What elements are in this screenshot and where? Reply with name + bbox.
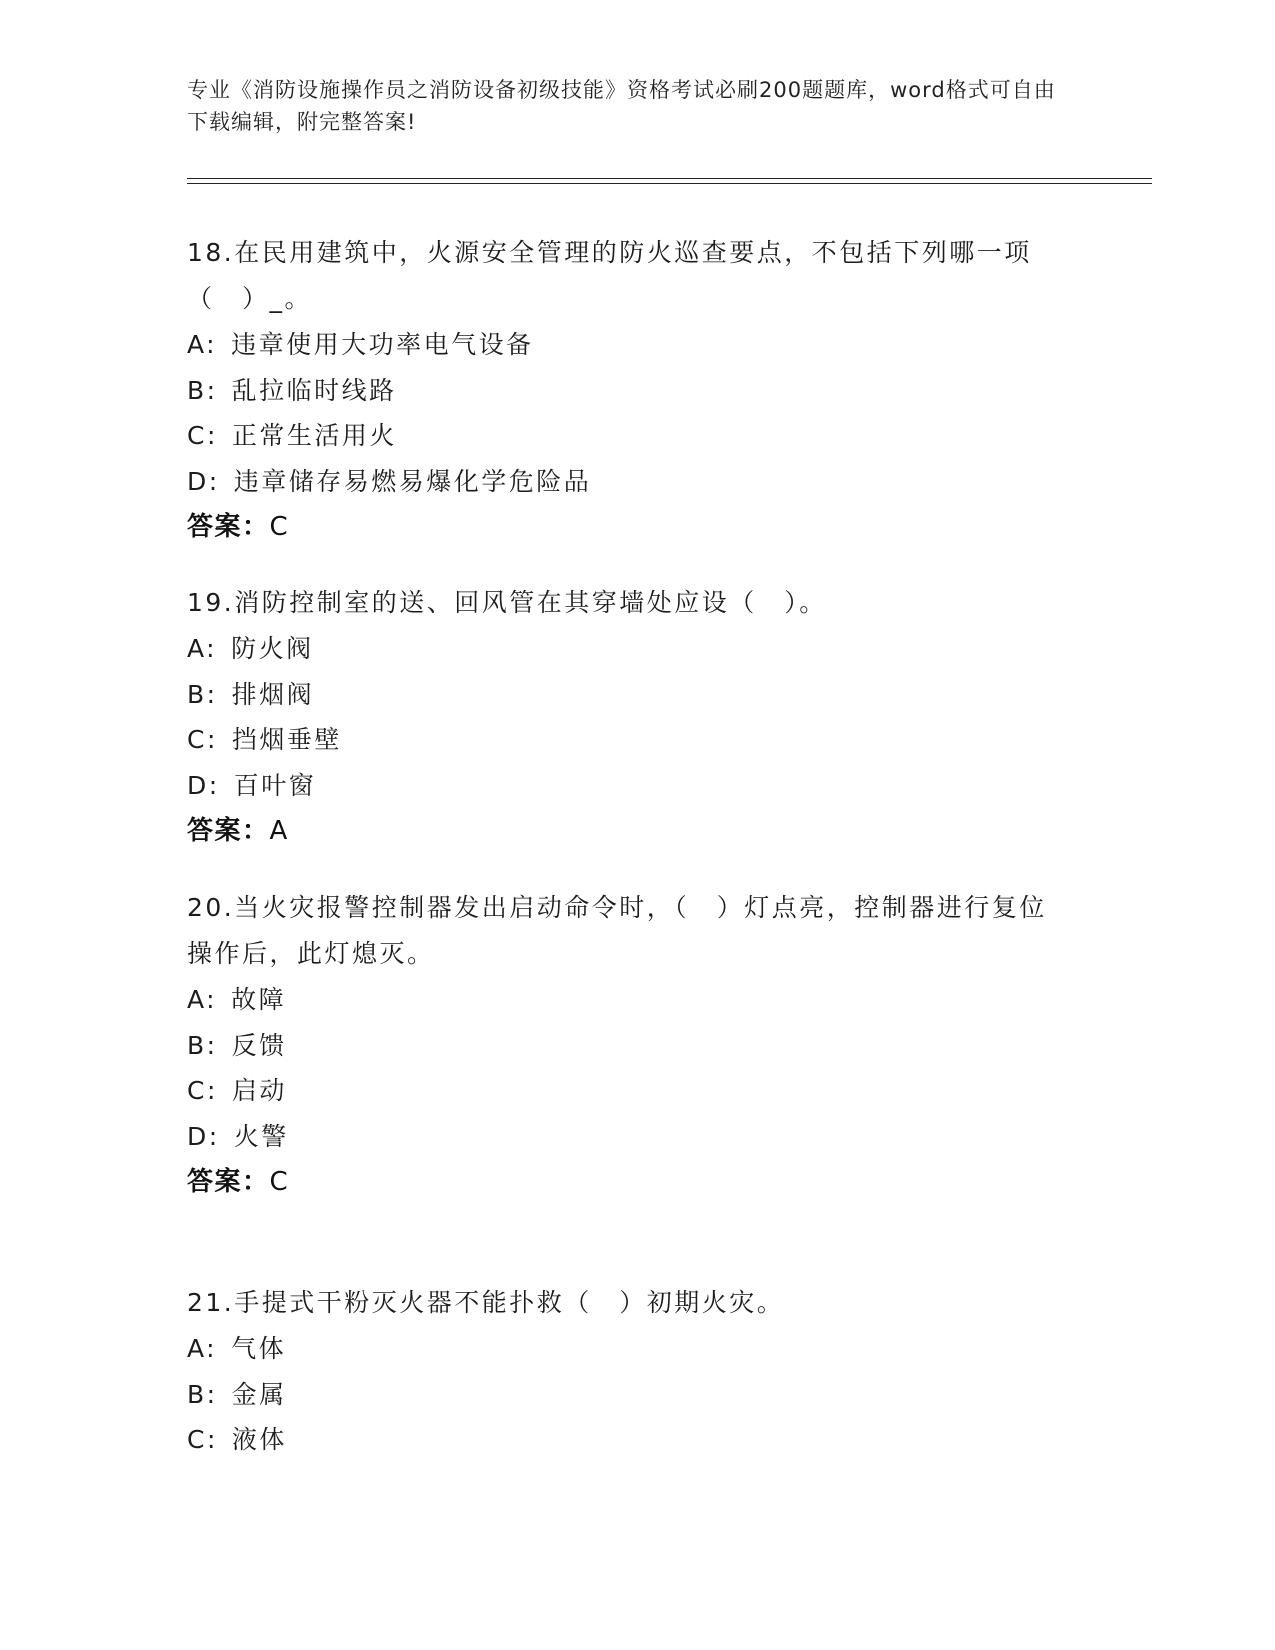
option-a	[187, 322, 1067, 368]
option-text: 违章使用大功率电气设备	[231, 330, 534, 359]
option-b	[187, 1023, 1067, 1069]
option-a	[187, 626, 1067, 672]
option-a	[187, 977, 1067, 1023]
option-c	[187, 1417, 1067, 1463]
option-key: C:	[187, 1076, 218, 1105]
option-text: 挡烟垂壁	[231, 725, 342, 754]
option-text: 正常生活用火	[231, 421, 397, 450]
question-stem: 20.当火灾报警控制器发出启动命令时，（ ）灯点亮，控制器进行复位操作后，此灯熄灭。	[187, 893, 1047, 968]
answer-label: 答案：	[187, 1167, 270, 1197]
option-key: D:	[187, 466, 220, 496]
option-c	[187, 1068, 1067, 1114]
answer-value: C	[269, 512, 290, 542]
header-divider-top	[187, 178, 1152, 179]
answer-line	[187, 808, 1067, 854]
option-d	[187, 1114, 1067, 1160]
option-key: A:	[187, 330, 218, 359]
answer-label: 答案：	[187, 816, 270, 846]
question-18	[187, 230, 1067, 550]
option-d	[187, 459, 1067, 505]
answer-value: C	[269, 1167, 290, 1197]
option-b	[187, 368, 1067, 414]
option-key: B:	[187, 679, 218, 709]
question-stem: 21.手提式干粉灭火器不能扑救（ ）初期火灾。	[187, 1288, 785, 1317]
question-21	[187, 1280, 1067, 1463]
option-text: 故障	[231, 985, 287, 1014]
question-stem: 18.在民用建筑中，火源安全管理的防火巡查要点，不包括下列哪一项（ ）_。	[187, 238, 1032, 313]
option-b	[187, 672, 1067, 718]
answer-value: A	[269, 816, 289, 846]
option-text: 金属	[231, 1379, 287, 1409]
option-a	[187, 1326, 1067, 1372]
option-text: 气体	[231, 1334, 287, 1363]
option-key: B:	[187, 375, 218, 405]
answer-line	[187, 504, 1067, 550]
option-text: 排烟阀	[231, 679, 315, 709]
option-text: 火警	[233, 1121, 289, 1151]
option-text: 乱拉临时线路	[231, 375, 397, 405]
option-key: C:	[187, 725, 218, 754]
option-key: A:	[187, 634, 218, 663]
option-key: D:	[187, 770, 220, 800]
option-key: B:	[187, 1379, 218, 1409]
answer-line	[187, 1159, 1067, 1205]
option-text: 液体	[231, 1425, 287, 1454]
header-divider-bottom	[187, 183, 1152, 184]
option-text: 反馈	[231, 1030, 287, 1060]
option-key: C:	[187, 421, 218, 450]
option-key: A:	[187, 1334, 218, 1363]
question-19	[187, 580, 1067, 854]
option-c	[187, 717, 1067, 763]
option-key: D:	[187, 1121, 220, 1151]
option-d	[187, 763, 1067, 809]
question-20	[187, 885, 1067, 1205]
option-key: B:	[187, 1030, 218, 1060]
option-text: 启动	[231, 1076, 287, 1105]
option-text: 防火阀	[231, 634, 314, 663]
answer-label: 答案：	[187, 512, 270, 542]
option-b	[187, 1372, 1067, 1418]
option-text: 百叶窗	[233, 770, 317, 800]
option-key: A:	[187, 985, 218, 1014]
option-text: 违章储存易燃易爆化学危险品	[233, 466, 592, 496]
question-stem: 19.消防控制室的送、回风管在其穿墙处应设（ ）。	[187, 588, 827, 617]
option-key: C:	[187, 1425, 218, 1454]
option-c	[187, 413, 1067, 459]
document-header: 专业《消防设施操作员之消防设备初级技能》资格考试必刷200题题库，word格式可自由下载编辑，附完整答案!	[187, 78, 1056, 134]
